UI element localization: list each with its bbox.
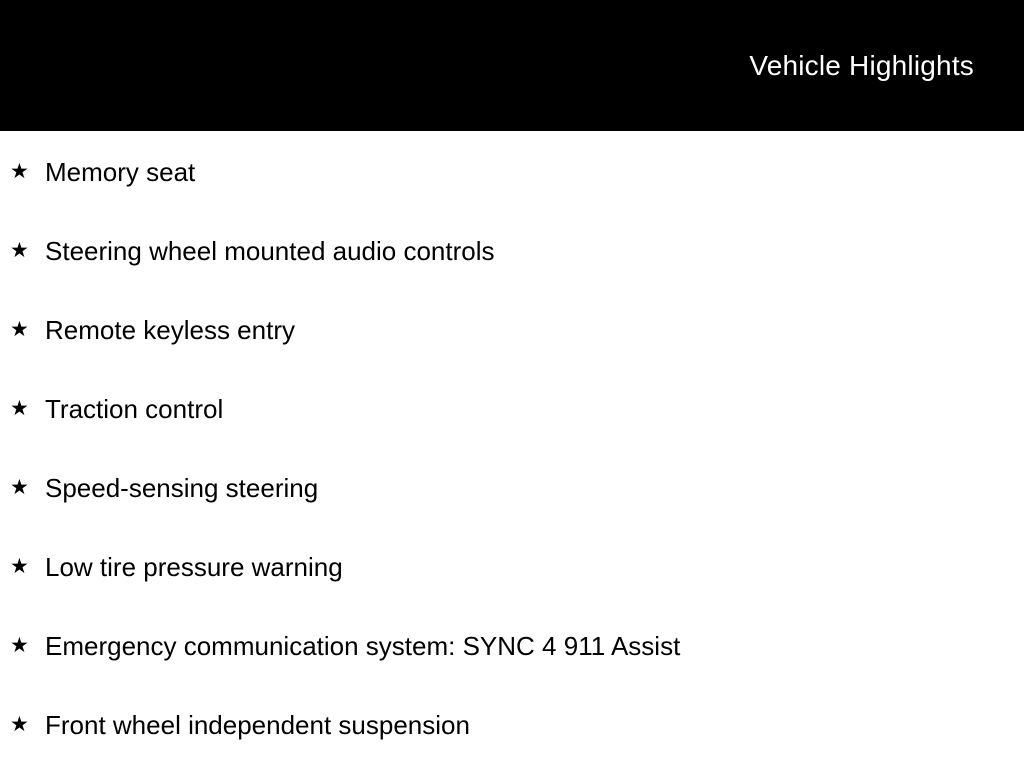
star-icon: ★ bbox=[10, 555, 29, 578]
highlight-text: Front wheel independent suspension bbox=[45, 710, 470, 741]
highlight-text: Traction control bbox=[45, 394, 224, 425]
page-title: Vehicle Highlights bbox=[749, 49, 974, 81]
highlight-text: Memory seat bbox=[45, 157, 196, 188]
list-item bbox=[10, 291, 1024, 370]
star-icon: ★ bbox=[10, 634, 29, 657]
star-icon: ★ bbox=[10, 713, 29, 736]
list-item bbox=[10, 133, 1024, 212]
list-item bbox=[10, 370, 1024, 449]
list-item bbox=[10, 686, 1024, 765]
list-item bbox=[10, 528, 1024, 607]
list-item bbox=[10, 607, 1024, 686]
star-icon: ★ bbox=[10, 160, 29, 183]
star-icon: ★ bbox=[10, 318, 29, 341]
list-item bbox=[10, 212, 1024, 291]
highlight-text: Low tire pressure warning bbox=[45, 552, 343, 583]
highlight-text: Emergency communication system: SYNC 4 911 Assist bbox=[45, 631, 681, 662]
star-icon: ★ bbox=[10, 476, 29, 499]
header-bar bbox=[0, 0, 1024, 131]
vehicle-highlights-list bbox=[0, 133, 1024, 765]
list-item bbox=[10, 449, 1024, 528]
highlight-text: Remote keyless entry bbox=[45, 315, 295, 346]
star-icon: ★ bbox=[10, 239, 29, 262]
highlight-text: Steering wheel mounted audio controls bbox=[45, 236, 495, 267]
highlight-text: Speed-sensing steering bbox=[45, 473, 319, 504]
star-icon: ★ bbox=[10, 397, 29, 420]
